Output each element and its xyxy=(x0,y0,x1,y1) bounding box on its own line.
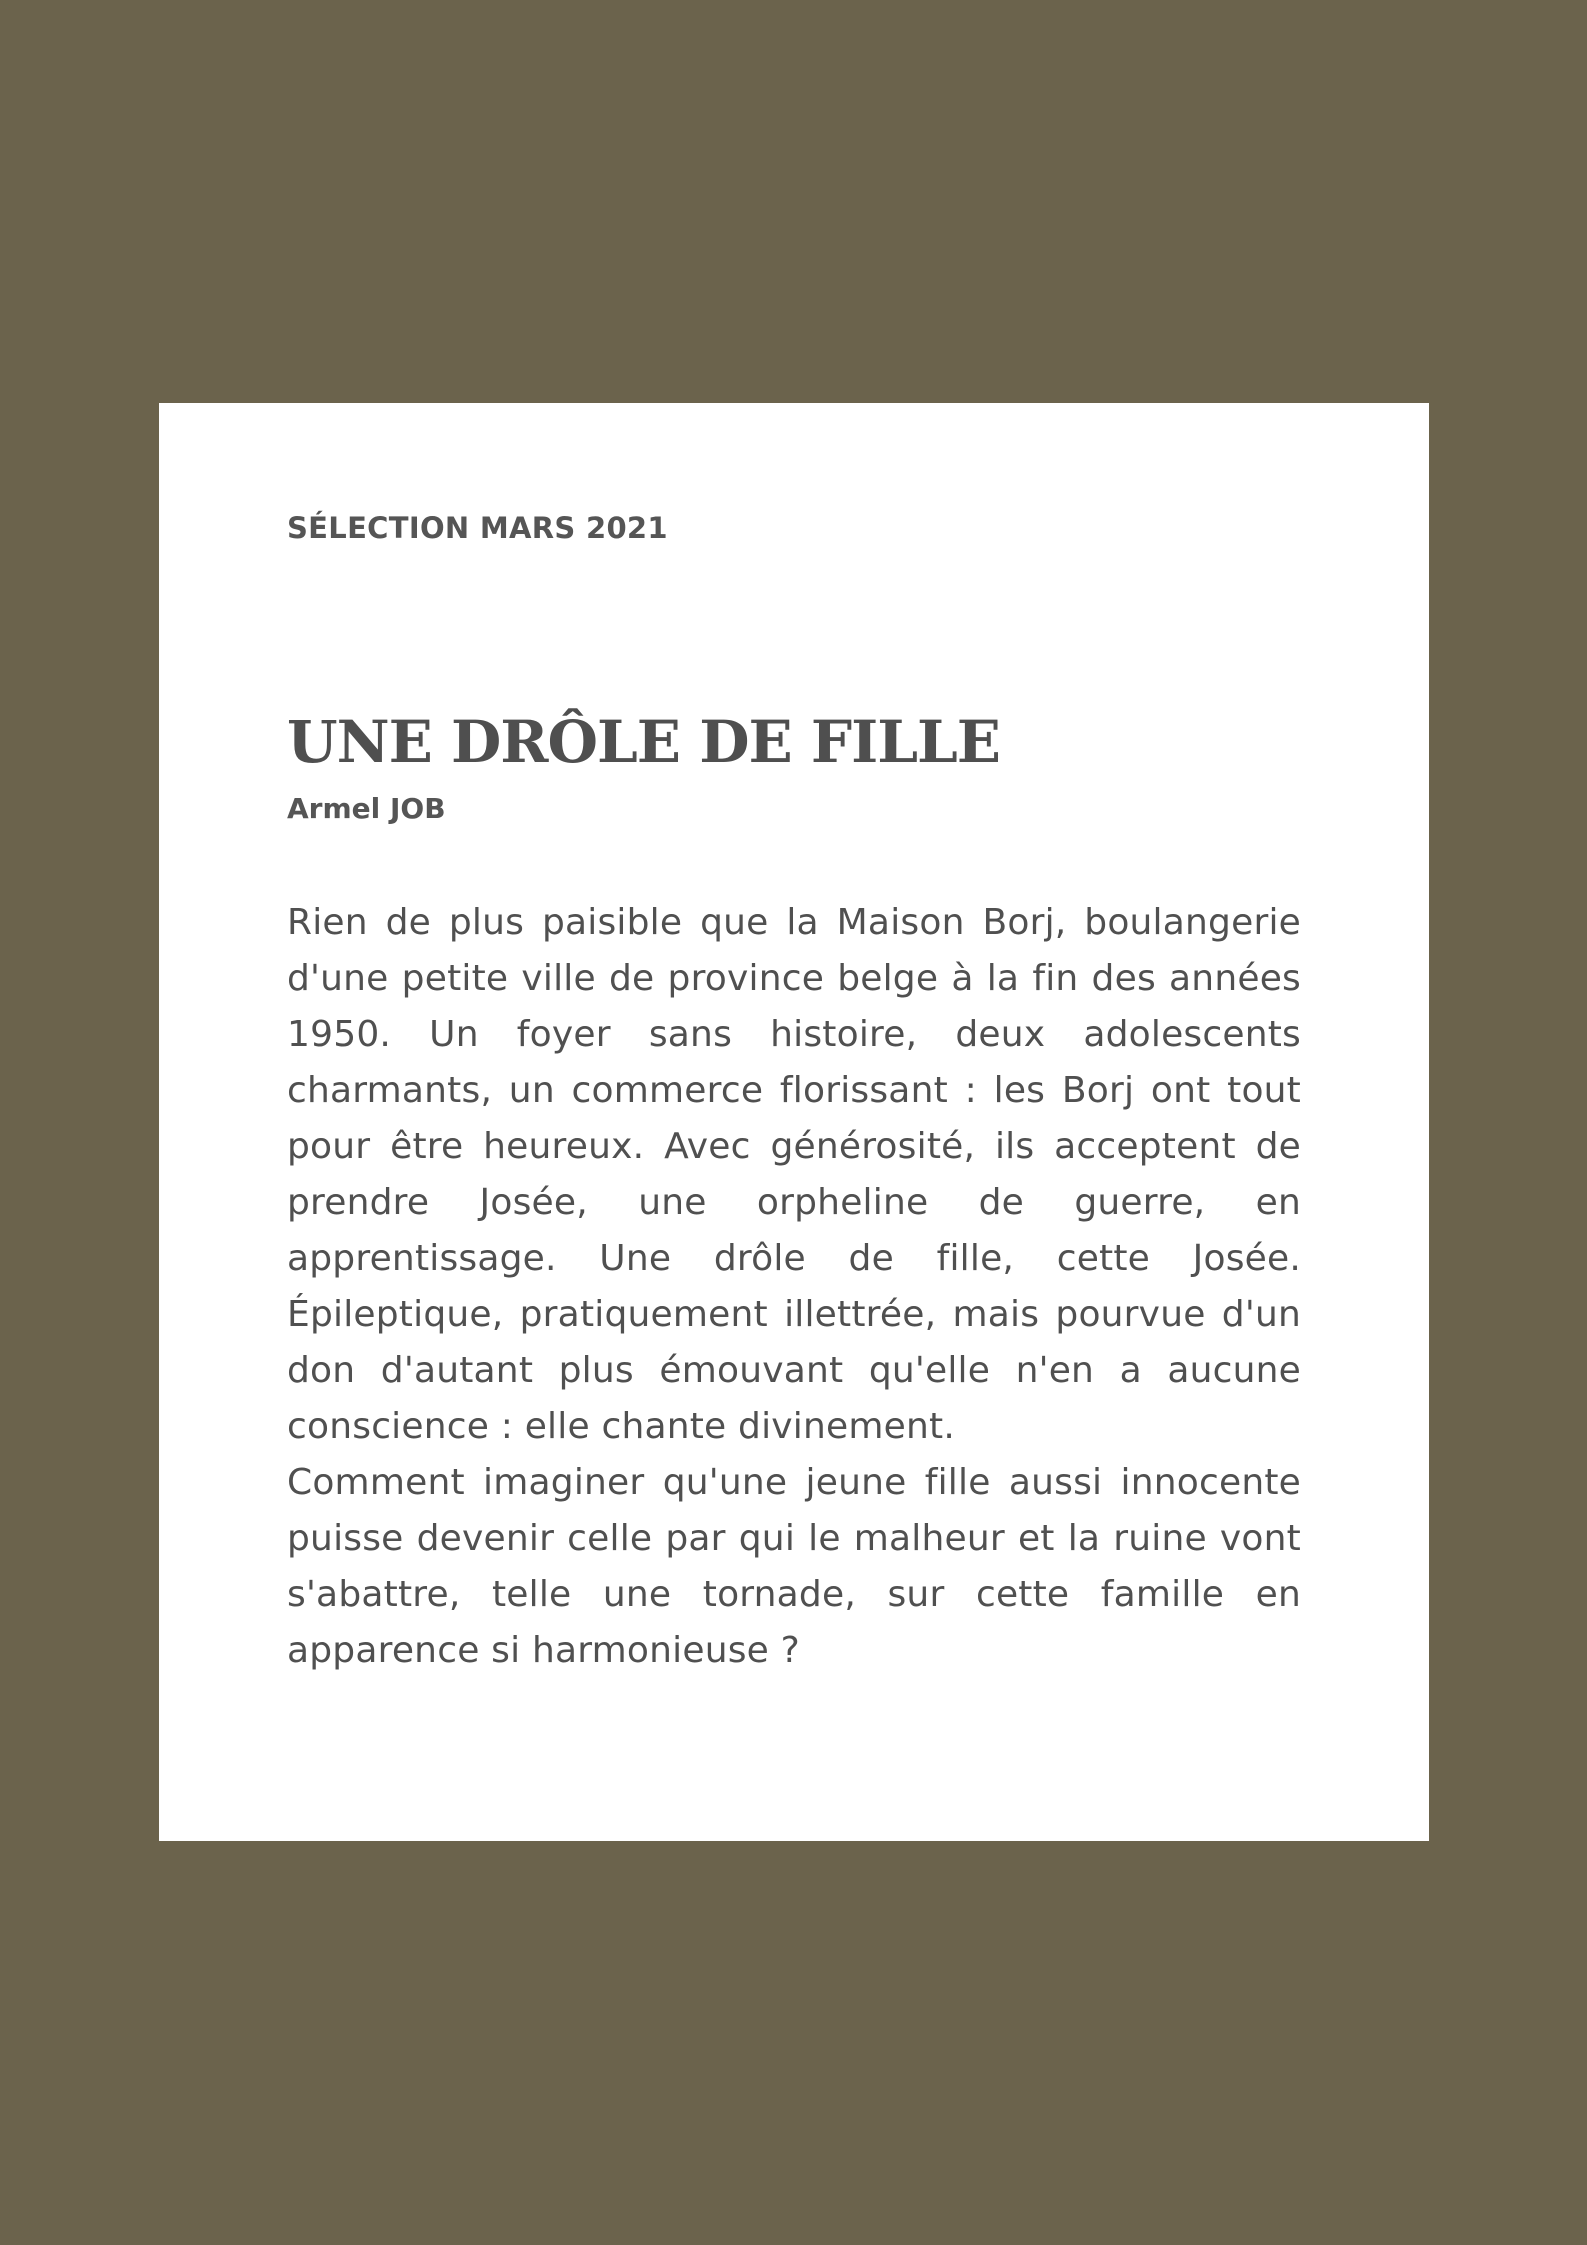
book-title: UNE DRÔLE DE FILLE xyxy=(287,708,1000,776)
selection-label: SÉLECTION MARS 2021 xyxy=(287,511,668,545)
book-author: Armel JOB xyxy=(287,792,446,825)
book-card xyxy=(159,403,1429,1841)
summary-paragraph: Rien de plus paisible que la Maison Borj, boulangerie d'une petite ville de province belge à la fin des années 1950. Un foyer sans histoire, deux adolescents charmants, un commerce florissant : les Borj ont tout pour être heureux. Avec générosité, ils acceptent de prendre Josée, une orpheline de guerre, en apprentissage. Une drôle de fille, cette Josée. Épileptique, pratiquement illettrée, mais pourvue d'un don d'autant plus émouvant qu'elle n'en a aucune conscience : elle chante divinement. xyxy=(287,902,1301,1447)
summary-paragraph: Comment imaginer qu'une jeune fille aussi innocente puisse devenir celle par qui le malheur et la ruine vont s'abattre, telle une tornade, sur cette famille en apparence si harmonieuse ? xyxy=(287,1462,1301,1671)
book-summary xyxy=(287,895,1301,1679)
